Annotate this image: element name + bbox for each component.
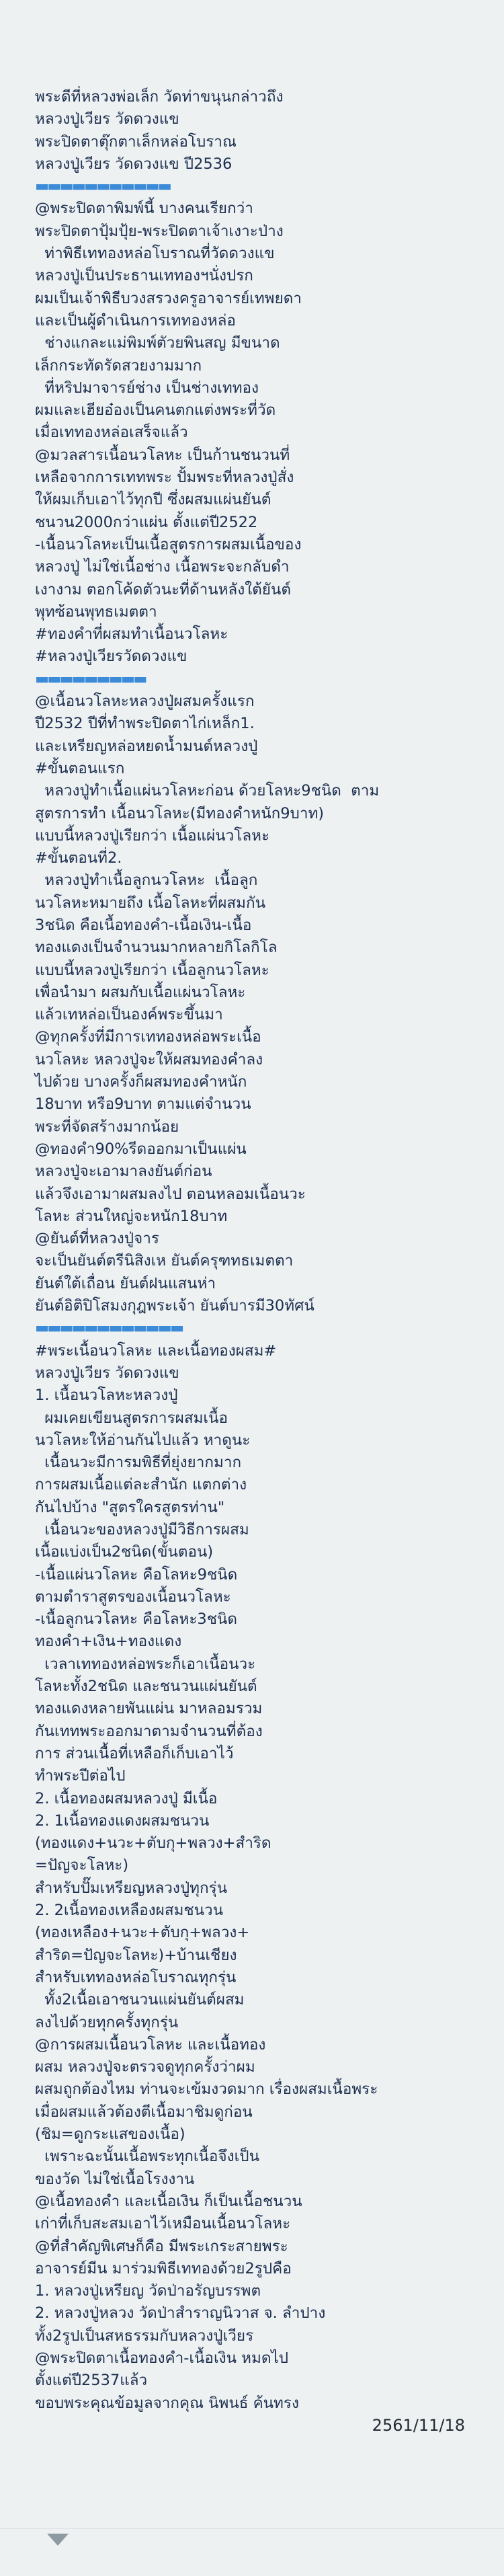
post-text-line: พระที่จัดสร้างมากน้อย xyxy=(35,1118,179,1136)
post-text-line: เหลือจากการเททพระ ปั้มพระที่หลวงปู่สั่ง xyxy=(35,469,294,487)
post-text-line: (ทองเหลือง+นวะ+ตับกุ+พลวง+ xyxy=(35,1924,250,1942)
post-text-line: และเหรียญหล่อหยดน้ำมนต์หลวงปู่ xyxy=(35,737,258,755)
post-text-line: #ขั้นตอนที่2. xyxy=(35,849,122,867)
post-text-line: #ทองคำที่ผสมทำเนื้อนวโลหะ xyxy=(35,625,228,643)
post-text-line: ชนวน2000กว่าแผ่น ตั้งแต่ปี2522 xyxy=(35,513,258,531)
post-body xyxy=(35,86,478,2415)
post-text-line: ยันต์ใต้เถื่อน ยันต์ฝนแสนห่า xyxy=(35,1274,216,1292)
post-text-line: ขอบพระคุณข้อมูลจากคุณ นิพนธ์ ค้นทรง xyxy=(35,2394,299,2412)
post-text-line: @พระปิดตาเนื้อทองคำ-เนื้อเงิน หมดไป xyxy=(35,2349,289,2367)
post-text-line: ไปด้วย บางครั้งก็ผสมทองคำหนัก xyxy=(35,1073,247,1091)
post-text-line: ผสมถูกต้องไหม ท่านจะเข้มงวดมาก เรื่องผสมเนื้อพระ xyxy=(35,2080,378,2099)
section-divider: ▬▬▬▬▬▬▬▬▬ xyxy=(35,670,146,688)
post-text-line: หลวงปู่ ไม่ใช่เนื้อช่าง เนื้อพระจะกลับดำ xyxy=(35,558,290,576)
post-text-line: 2. หลวงปู่หลวง วัดป่าสำราญนิวาส จ. ลำปาง xyxy=(35,2304,326,2323)
post-text-line: สำหรับเททองหล่อโบราณทุกรุ่น xyxy=(35,1968,237,1986)
post-text-line: สำหรับปั๊มเหรียญหลวงปู่ทุกรุ่น xyxy=(35,1879,228,1897)
post-text-line: @การผสมเนื้อนวโลหะ และเนื้อทอง xyxy=(35,2035,266,2054)
post-text-line: การผสมเนื้อแต่ละสำนัก แตกต่าง xyxy=(35,1476,247,1494)
post-text-line: หลวงปู่เป็นประธานเททองฯนั่งปรก xyxy=(35,267,253,285)
post-text-line: แล้วจึงเอามาผสมลงไป ตอนหลอมเนื้อนวะ xyxy=(35,1185,306,1203)
post-text-line: เงางาม ตอกโค้ดตัวนะที่ด้านหลังใต้ยันต์ xyxy=(35,580,291,598)
post-text-line: -เนื้อนวโลหะเป็นเนื้อสูตรการผสมเนื้อของ xyxy=(35,535,302,553)
post-text-line: หลวงปู่ทำเนื้อแผ่นวโลหะก่อน ด้วยโลหะ9ชนิด ตาม xyxy=(35,782,380,800)
post-text-line: หลวงปู่เวียร วัดดวงแข xyxy=(35,1364,179,1382)
post-text-line: นวโลหะหมายถึง เนื้อโลหะที่ผสมกัน xyxy=(35,894,266,912)
chevron-down-icon[interactable] xyxy=(47,2534,69,2546)
post-text-line: พระดีที่หลวงพ่อเล็ก วัดท่าขนุนกล่าวถึง xyxy=(35,88,284,106)
post-text-line: ที่หริปมาจารย์ช่าง เป็นช่างเททอง xyxy=(35,379,259,397)
post-text-line: เวลาเททองหล่อพระก็เอาเนื้อนวะ xyxy=(35,1655,256,1673)
post-text-line: ทำพระปีต่อไป xyxy=(35,1767,126,1785)
post-text-line: @มวลสารเนื้อนวโลหะ เป็นก้านชนวนที่ xyxy=(35,446,290,464)
post-text-line: หลวงปู่จะเอามาลงยันต์ก่อน xyxy=(35,1163,212,1181)
post-text-line: แบบนี้หลวงปู่เรียกว่า เนื้อแผ่นวโลหะ xyxy=(35,826,270,845)
post-text-line: ลงไปด้วยทุกครั้งทุกรุ่น xyxy=(35,2013,179,2031)
post-text-line: (ทองแดง+นวะ+ตับกุ+พลวง+สำริด xyxy=(35,1834,271,1852)
post-text-line: กันเททพระออกมาตามจำนวนที่ต้อง xyxy=(35,1722,263,1740)
post-text-line: #พระเนื้อนวโลหะ และเนื้อทองผสม# xyxy=(35,1341,277,1360)
post-text-line: @ที่สำคัญพิเศษก็คือ มีพระเกระสายพระ xyxy=(35,2237,288,2255)
post-text-line: #ขั้นตอนแรก xyxy=(35,759,125,777)
post-text-line: ท่าพิธีเททองหล่อโบราณที่วัดดวงแข xyxy=(35,245,275,263)
post-text-line: เพื่อนำมา ผสมกับเนื้อแผ่นวโลหะ xyxy=(35,983,246,1001)
post-text-line: นวโลหะ หลวงปู่จะให้ผสมทองคำลง xyxy=(35,1050,263,1068)
post-text-line: เพราะฉะนั้นเนื้อพระทุกเนื้อจึงเป็น xyxy=(35,2148,259,2166)
post-text-line: 1. หลวงปู่เหรียญ วัดป่าอรัญบรรพต xyxy=(35,2282,261,2300)
post-text-line: เก่าที่เก็บสะสมเอาไว้เหมือนเนื้อนวโลหะ xyxy=(35,2215,291,2233)
post-text-line: การ ส่วนเนื้อที่เหลือก็เก็บเอาไว้ xyxy=(35,1744,234,1762)
post-text-line: เนื้อนวะมีการมพิธีที่ยุ่งยากมาก xyxy=(35,1454,242,1472)
post-text-line: ช่างแกละแม่พิมพ์ตัวยพินสญ มีขนาด xyxy=(35,334,280,352)
post-text-line: 2. 2เนื้อทองเหลืองผสมชนวน xyxy=(35,1902,224,1920)
post-text-line: จะเป็นยันต์ตรีนิสิงเห ยันต์ครุฑทธเมตตา xyxy=(35,1252,294,1270)
section-divider: ▬▬▬▬▬▬▬▬▬▬▬▬ xyxy=(35,1319,183,1337)
post-text-line: 1. เนื้อนวโลหะหลวงปู่ xyxy=(35,1387,178,1405)
post-text-line: แล้วเทหล่อเป็นองค์พระขึ้นมา xyxy=(35,1006,223,1024)
post-text-line: -เนื้อลูกนวโลหะ คือโลหะ3ชนิด xyxy=(35,1610,238,1629)
post-text-line: นวโลหะให้อ่านกันไปแล้ว หาดูนะ xyxy=(35,1431,251,1449)
post-text-line: ทั้ง2รูปเป็นสหธรรมกับหลวงปู่เวียร xyxy=(35,2327,254,2345)
post-text-line: ทองคำ+เงิน+ทองแดง xyxy=(35,1633,182,1651)
post-text-line: @ยันต์ที่หลวงปู่จาร xyxy=(35,1230,159,1248)
post-text-line: 3ชนิด คือเนื้อทองคำ-เนื้อเงิน-เนื้อ xyxy=(35,916,252,934)
post-text-line: พระปิดตาปุ้มปุ้ย-พระปิดตาเจ้าเงาะป่าง xyxy=(35,222,284,240)
section-divider: ▬▬▬▬▬▬▬▬▬▬▬ xyxy=(35,178,170,196)
post-text-line: และเป็นผู้ดำเนินการเททองหล่อ xyxy=(35,311,236,329)
post-text-line: ทองแดงหลายพันแผ่น มาหลอมรวม xyxy=(35,1700,263,1718)
post-text-line: พระปิดตาตุ๊กตาเล็กหล่อโบราณ xyxy=(35,132,237,151)
post-text-line: อาจารย์มีน มาร่วมพิธีเททองด้วย2รูปคือ xyxy=(35,2259,292,2277)
post-text-line: @ทุกครั้งที่มีการเททองหล่อพระเนื้อ xyxy=(35,1028,261,1046)
post-text-line: พุทซ้อนพุทธเมตตา xyxy=(35,602,157,621)
post-text-line: #หลวงปู่เวียรวัดดวงแข xyxy=(35,648,187,666)
post-text-line: ผมเคยเขียนสูตรการผสมเนื้อ xyxy=(35,1409,228,1427)
post-text-line: ผมและเฮียอ๋องเป็นคนตกแต่งพระที่วัด xyxy=(35,401,276,420)
post-text-line: -เนื้อแผ่นวโลหะ คือโลหะ9ชนิด xyxy=(35,1565,238,1584)
post-text-line: ยันต์อิติปิโสมงกุฎพระเจ้า ยันต์บารมี30ทัศน์ xyxy=(35,1297,314,1315)
post-text-line: เมื่อผสมแล้วต้องตีเนื้อมาชิมดูก่อน xyxy=(35,2103,253,2121)
post-text-line: ตามตำราสูตรของเนื้อนวโลหะ xyxy=(35,1588,231,1606)
post-text-line: @พระปิดตาพิมพ์นี้ บางคนเรียกว่า xyxy=(35,200,253,218)
post-text-line: สำริด=ปัญจะโลหะ)+บ้านเชียง xyxy=(35,1946,237,1964)
post-text-line: ปี2532 ปีที่ทำพระปิดตาไก่เหล็ก1. xyxy=(35,715,255,733)
post-text-line: เนื้อนวะของหลวงปู่มีวิธีการผสม xyxy=(35,1521,249,1538)
post-text-line: หลวงปู่เวียร วัดดวงแข ปี2536 xyxy=(35,155,233,173)
post-text-line: ให้ผมเก็บเอาไว้ทุกปี ซึ่งผสมแผ่นยันต์ xyxy=(35,491,271,509)
post-text-line: ผมเป็นเจ้าพิธีบวงสรวงครูอาจารย์เทพยดา xyxy=(35,289,302,307)
footer-divider xyxy=(0,2528,504,2529)
post-text-line: (ชิม=ดูกระแสของเนื้อ) xyxy=(35,2125,185,2144)
post-text-line: โลหะ ส่วนใหญ่จะหนัก18บาท xyxy=(35,1207,228,1225)
post-text-line: แบบนี้หลวงปู่เรียกว่า เนื้อลูกนวโลหะ xyxy=(35,961,269,979)
post-text-line: ผสม หลวงปู่จะตรวจดูทุกครั้งว่าผม xyxy=(35,2058,255,2076)
post-text-line: กันไปบ้าง "สูตรใครสูตรท่าน" xyxy=(35,1498,225,1516)
post-text-line: หลวงปู่เวียร วัดดวงแข xyxy=(35,110,179,128)
post-text-line: ทั้ง2เนื้อเอาชนวนแผ่นยันต์ผสม xyxy=(35,1991,245,2009)
post-date: 2561/11/18 xyxy=(372,2416,465,2435)
post-text-line: @ทองคำ90%รีดออกมาเป็นแผ่น xyxy=(35,1140,247,1158)
post-text-line: สูตรการทำ เนื้อนวโลหะ(มีทองคำหนัก9บาท) xyxy=(35,804,325,822)
post-text-line: หลวงปู่ทำเนื้อลูกนวโลหะ เนื้อลูก xyxy=(35,871,258,890)
post-text-line: 2. 1เนื้อทองแดงผสมชนวน xyxy=(35,1811,210,1830)
post-text-line: @เนื้อนวโลหะหลวงปู่ผสมครั้งแรก xyxy=(35,693,255,711)
post-text-line: โลหะทั้ง2ชนิด และชนวนแผ่นยันต์ xyxy=(35,1678,257,1696)
post-text-line: เนื้อแบ่งเป็น2ชนิด(ขั้นตอน) xyxy=(35,1543,214,1561)
post-text-line: ตั้งแต่ปี2537แล้ว xyxy=(35,2372,148,2390)
post-text-line: @เนื้อทองคำ และเนื้อเงิน ก็เป็นเนื้อชนวน xyxy=(35,2192,302,2210)
post-text-line: ทองแดงเป็นจำนวนมากหลายกิโลกิโล xyxy=(35,939,278,957)
post-text-line: 2. เนื้อทองผสมหลวงปู่ มีเนื้อ xyxy=(35,1789,218,1807)
post-text-line: ของวัด ไม่ใช่เนื้อโรงงาน xyxy=(35,2170,195,2188)
post-text-line: เมื่อเททองหล่อเสร็จแล้ว xyxy=(35,424,188,442)
post-text-line: =ปัญจะโลหะ) xyxy=(35,1857,129,1875)
post-text-line: 18บาท หรือ9บาท ตามแต่จำนวน xyxy=(35,1095,251,1114)
post-text-line: เล็กกระทัดรัดสวยงามมาก xyxy=(35,356,202,375)
